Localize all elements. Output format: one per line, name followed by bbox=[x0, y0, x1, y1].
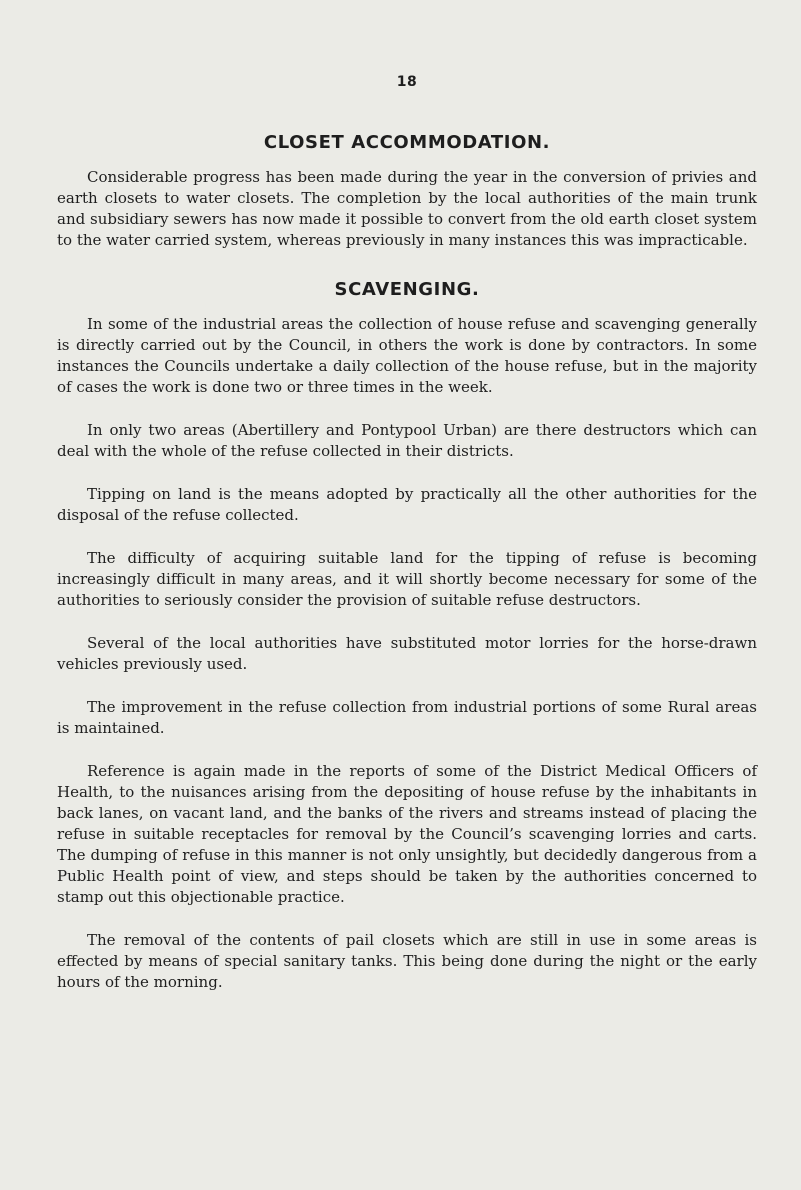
section-heading-scavenging: SCAVENGING. bbox=[334, 279, 480, 300]
paragraph: In only two areas (Abertillery and Pontypool Urban) are there destructors which can deal with the whole of the refuse collected in their districts. bbox=[57, 421, 757, 460]
paragraph: The removal of the contents of pail closets which are still in use in some areas is effected by means of special sanitary tanks. This being done during the night or the early hours of the morning. bbox=[57, 931, 757, 991]
paragraph: The difficulty of acquiring suitable land for the tipping of refuse is becoming increasingly difficult in many areas, and it will shortly become necessary for some of the authorities to seriously consider the provision of suitable refuse destructors. bbox=[57, 549, 757, 609]
paragraph: Tipping on land is the means adopted by practically all the other authorities for the disposal of the refuse collected. bbox=[57, 485, 757, 524]
page-number: 18 bbox=[396, 74, 418, 90]
paragraph: Considerable progress has been made during the year in the conversion of privies and earth closets to water closets. The completion by the local authorities of the main trunk and subsidiary sewers has now made it possible to convert from the old earth closet system to the water carried system, whereas previously in many instances this was impracticable. bbox=[57, 168, 757, 249]
paragraph: In some of the industrial areas the collection of house refuse and scavenging generally is directly carried out by the Council, in others the work is done by contractors. In some instances the Councils undertake a daily collection of the house refuse, but in the majority of cases the work is done two or three times in the week. bbox=[57, 315, 757, 396]
paragraph: Several of the local authorities have substituted motor lorries for the horse-drawn vehicles previously used. bbox=[57, 634, 757, 673]
document-page bbox=[57, 74, 757, 1015]
paragraph: Reference is again made in the reports of some of the District Medical Officers of Health, to the nuisances arising from the depositing of house refuse by the inhabitants in back lanes, on vacant land, and the banks of the rivers and streams instead of placing the refuse in suitable receptacles for removal by the Council’s scavenging lorries and carts. The dumping of refuse in this manner is not only unsightly, but decidedly dangerous from a Public Health point of view, and steps should be taken by the authorities concerned to stamp out this objectionable practice. bbox=[57, 762, 757, 906]
paragraph: The improvement in the refuse collection from industrial portions of some Rural areas is maintained. bbox=[57, 698, 757, 737]
section-heading-closet-accommodation: CLOSET ACCOMMODATION. bbox=[263, 132, 551, 153]
